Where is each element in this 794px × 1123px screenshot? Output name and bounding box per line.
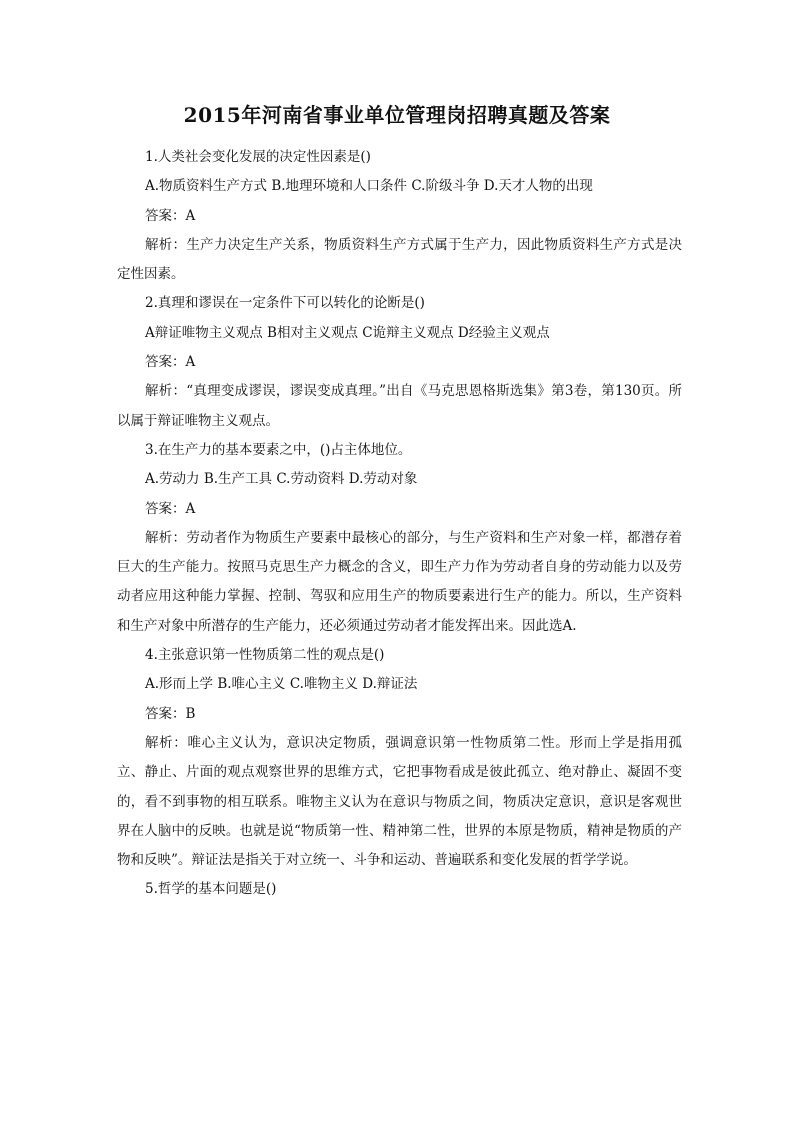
document-body — [117, 143, 682, 905]
question-2-answer: 答案：A — [145, 354, 196, 371]
document-title: 2015年河南省事业单位管理岗招聘真题及答案 — [183, 103, 611, 127]
question-4-analysis: 解析：唯心主义认为，意识决定物质，强调意识第一性物质第二性。形而上学是指用孤立、静止、片面的观点观察世界的思维方式，它把事物看成是彼此孤立、绝对静止、凝固不变的，看不到事物的相互联系。唯物主义认为在意识与物质之间，物质决定意识，意识是客观世界在人脑中的反映。也就是说“物质第一性、精神第二性，世界的本原是物质，精神是物质的产物和反映”。辩证法是指关于对立统一、斗争和运动、普遍联系和变化发展的哲学学说。 — [117, 734, 682, 869]
question-3-answer: 答案：A — [145, 500, 196, 517]
question-5-text: 5.哲学的基本问题是() — [145, 881, 277, 898]
question-3-text: 3.在生产力的基本要素之中，()占主体地位。 — [145, 441, 412, 458]
question-2-analysis: 解析：“真理变成谬误，谬误变成真理。”出自《马克思恩格斯选集》第3卷，第130页。所以属于辩证唯物主义观点。 — [117, 383, 682, 429]
question-4-options: A.形而上学 B.唯心主义 C.唯物主义 D.辩证法 — [145, 676, 418, 693]
question-4-text: 4.主张意识第一性物质第二性的观点是() — [145, 647, 385, 664]
question-1-options: A.物质资料生产方式 B.地理环境和人口条件 C.阶级斗争 D.天才人物的出现 — [145, 178, 593, 195]
question-3-options: A.劳动力 B.生产工具 C.劳动资料 D.劳动对象 — [145, 471, 418, 488]
question-4-answer: 答案：B — [145, 705, 196, 722]
question-3-analysis: 解析：劳动者作为物质生产要素中最核心的部分，与生产资料和生产对象一样，都潜存着巨大的生产能力。按照马克思生产力概念的含义，即生产力作为劳动者自身的劳动能力以及劳动者应用这种能力掌握、控制、驾驭和应用生产的物质要素进行生产的能力。所以，生产资料和生产对象中所潜存的生产能力，还必须通过劳动者才能发挥出来。因此选A. — [117, 529, 682, 634]
question-2-text: 2.真理和谬误在一定条件下可以转化的论断是() — [145, 295, 425, 312]
question-1-answer: 答案：A — [145, 207, 196, 224]
question-1-text: 1.人类社会变化发展的决定性因素是() — [145, 149, 371, 165]
question-1-analysis: 解析：生产力决定生产关系，物质资料生产方式属于生产力，因此物质资料生产方式是决定性因素。 — [117, 236, 682, 283]
question-2-options: A辩证唯物主义观点 B相对主义观点 C诡辩主义观点 D经验主义观点 — [145, 324, 550, 341]
